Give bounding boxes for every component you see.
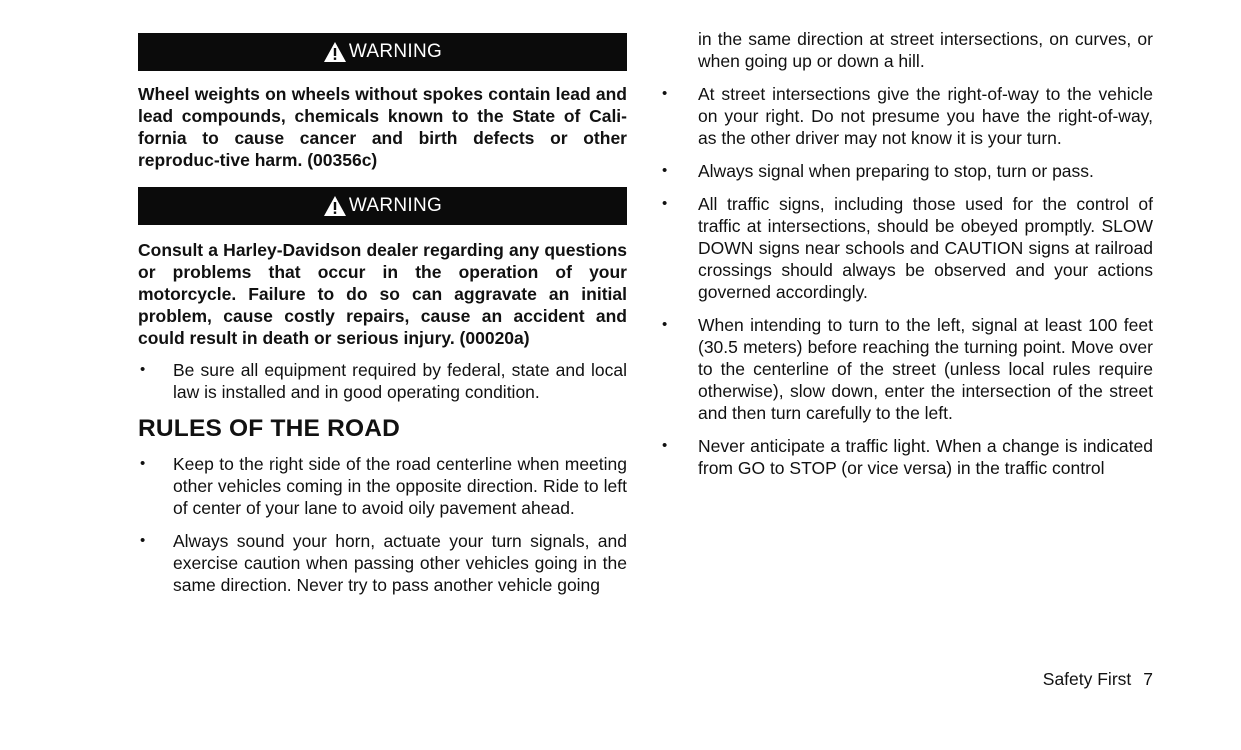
warning-label: WARNING (348, 195, 443, 216)
list-item-text: Keep to the right side of the road centerline when meeting other vehicles coming in the opposite direction. Ride to left of center of your lane to avoid oily pavement ahead. (173, 454, 627, 518)
warning-triangle-icon (323, 195, 347, 217)
continued-text: in the same direction at street intersections, on curves, or when going up or down a hill. (698, 29, 1153, 71)
list-item-text: All traffic signs, including those used for the control of traffic at intersections, should be obeyed promptly. SLOW DOWN signs near schools and CAUTION signs at railroad crossings should always be observed and your actions governed accordingly. (698, 194, 1153, 302)
list-item (660, 83, 1153, 149)
bullet-dot: • (140, 532, 146, 549)
left-column (138, 33, 627, 607)
page-number: 7 (1143, 669, 1153, 689)
bullet-dot: • (140, 455, 146, 472)
list-item (660, 160, 1153, 182)
bullet-dot: • (140, 361, 146, 378)
list-item (138, 453, 627, 519)
list-item-text: Always signal when preparing to stop, turn or pass. (698, 161, 1094, 181)
list-item-text: When intending to turn to the left, signal at least 100 feet (30.5 meters) before reaching the turning point. Move over to the centerline of the street (unless local rules require otherwise), slow down, enter the intersection of the street and then turn carefully to the left. (698, 315, 1153, 423)
list-item-text: At street intersections give the right-of-way to the vehicle on your right. Do not presume you have the right-of-way, as the other driver may not know it is your turn. (698, 84, 1153, 148)
list-item (660, 193, 1153, 303)
list-item-text: Never anticipate a traffic light. When a change is indicated from GO to STOP (or vice versa) in the traffic control (698, 436, 1153, 478)
list-item (660, 435, 1153, 479)
bullet-list-right (660, 83, 1153, 479)
bullet-list-rules (138, 453, 627, 596)
bullet-dot: • (662, 162, 668, 179)
list-item (138, 530, 627, 596)
warning-text-1: Wheel weights on wheels without spokes contain lead and lead compounds, chemicals known to the State of Cali-fornia to cause cancer and birth defects or other reproduc-tive harm. (00356c) (138, 84, 627, 170)
warning-text-2: Consult a Harley-Davidson dealer regarding any questions or problems that occur in the operation of your motorcycle. Failure to do so can aggravate an initial problem, cause costly repairs, cause an accident and could result in death or serious injury. (00020a) (138, 240, 627, 348)
list-item (660, 314, 1153, 424)
bullet-dot: • (662, 437, 668, 454)
bullet-dot: • (662, 195, 668, 212)
section-title: RULES OF THE ROAD (138, 415, 401, 442)
warning-banner-2 (138, 187, 627, 225)
page-footer (1043, 669, 1153, 690)
bullet-dot: • (662, 85, 668, 102)
warning-banner-1 (138, 33, 627, 71)
right-column (660, 28, 1153, 490)
warning-triangle-icon (323, 41, 347, 63)
bullet-dot: • (662, 316, 668, 333)
footer-section-title: Safety First (1042, 669, 1132, 689)
list-item (138, 359, 627, 403)
bullet-list-equipment (138, 359, 627, 403)
list-item-text: Be sure all equipment required by federal, state and local law is installed and in good operating condition. (173, 360, 627, 402)
warning-label: WARNING (348, 41, 443, 62)
list-item-text: Always sound your horn, actuate your turn signals, and exercise caution when passing other vehicles going in the same direction. Never try to pass another vehicle going (173, 531, 627, 595)
